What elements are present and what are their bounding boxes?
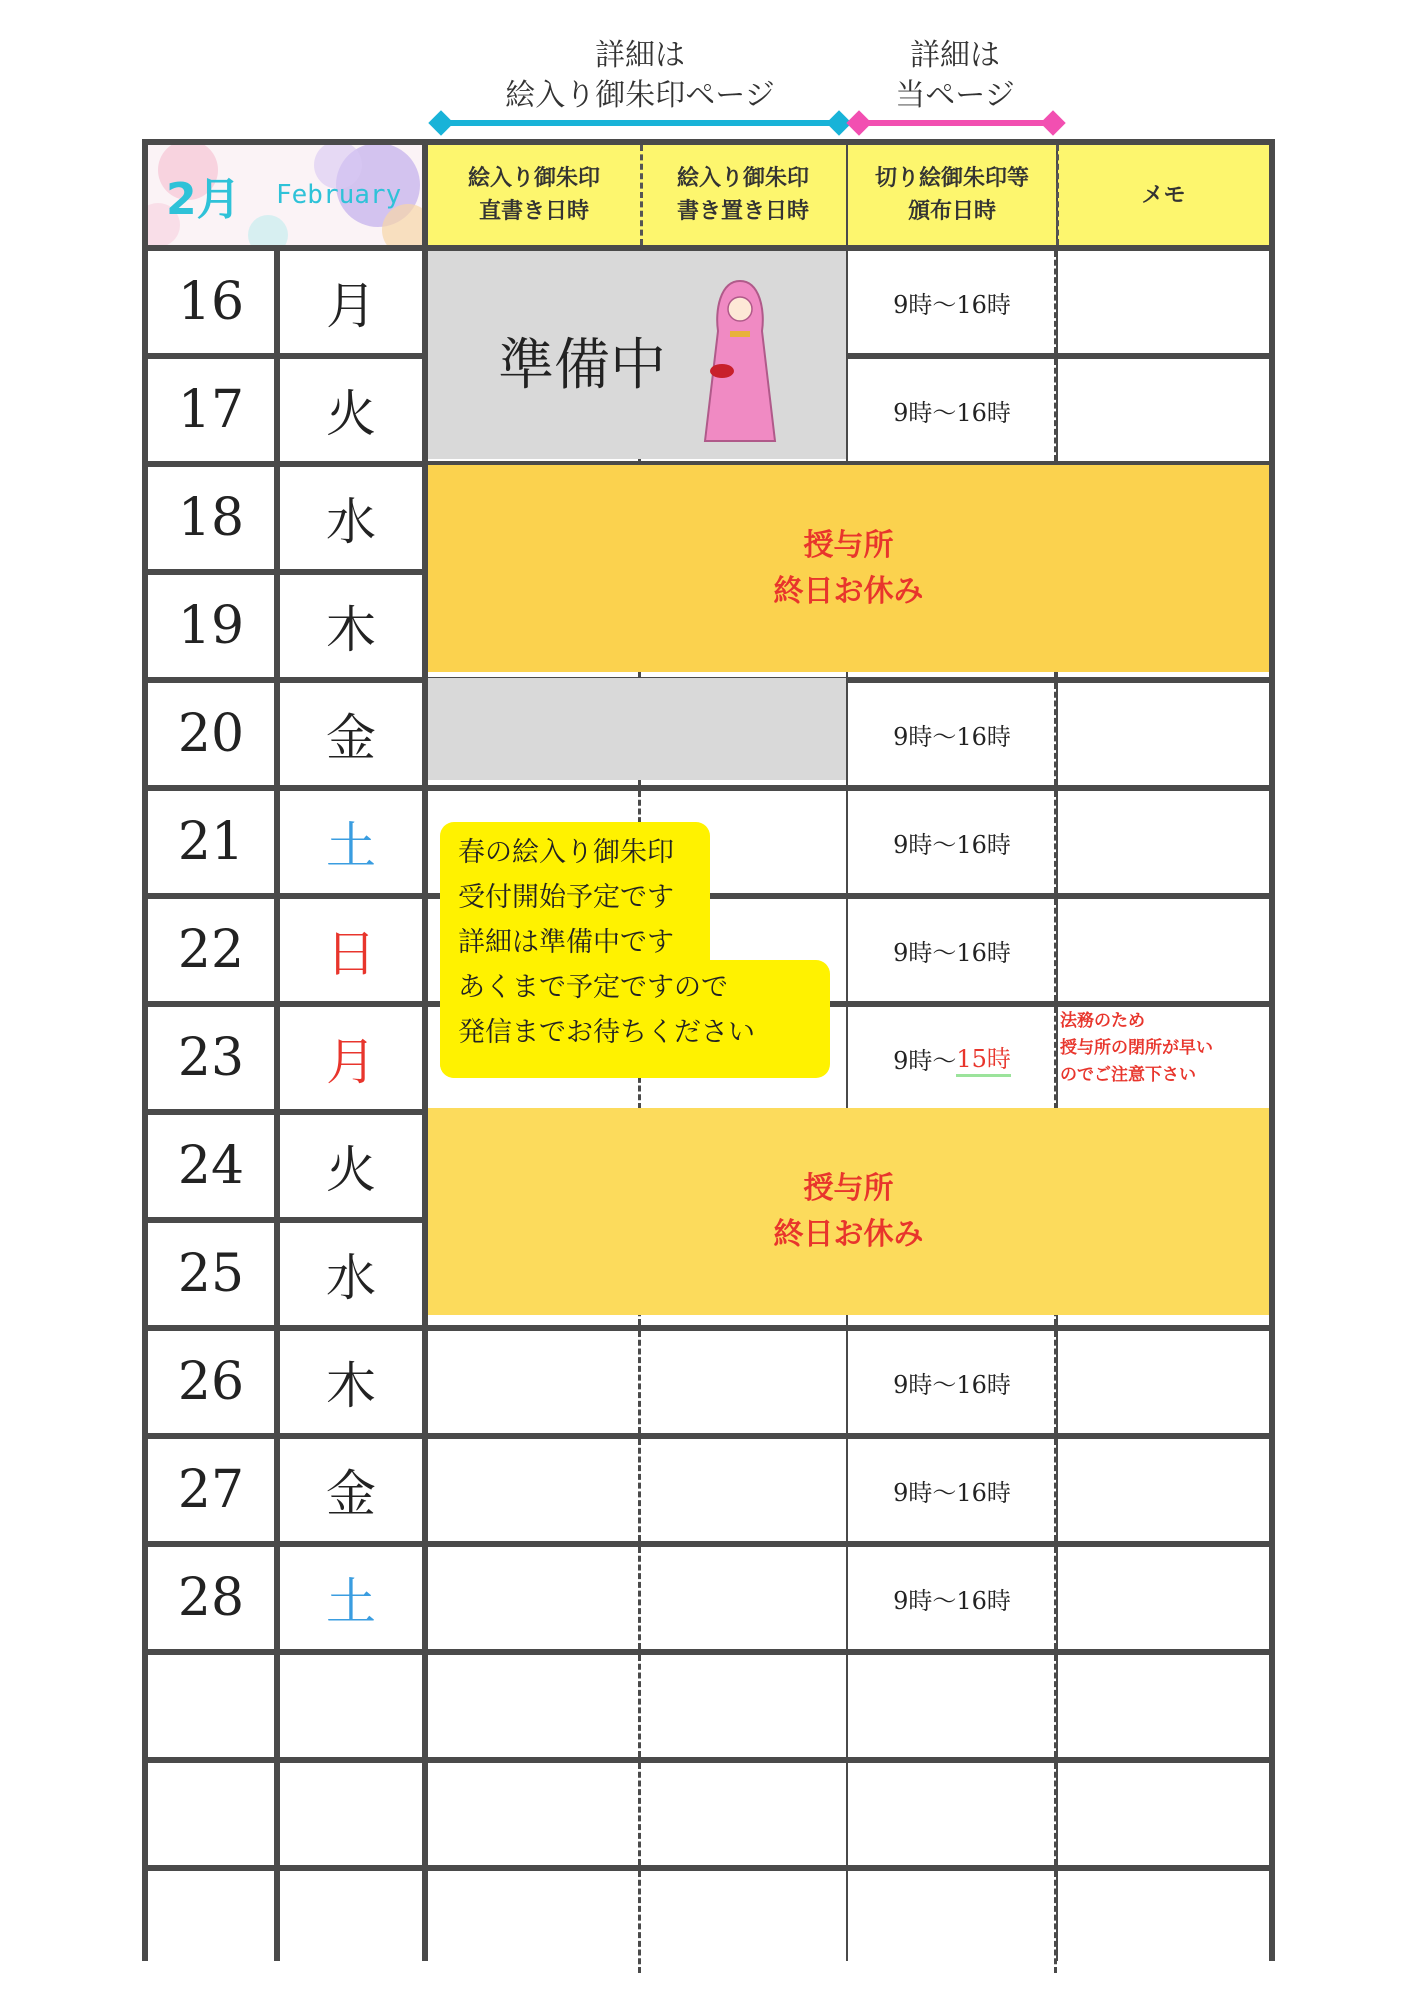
direct-write-cell — [428, 1439, 640, 1541]
weekday-cell: 火 — [280, 359, 422, 461]
direct-write-cell — [428, 1763, 640, 1865]
memo-cell — [1058, 899, 1269, 1001]
direct-write-cell — [428, 1655, 640, 1757]
dash-divider-b — [1054, 1655, 1057, 1757]
dash-divider-b — [1054, 1007, 1057, 1109]
right-top-label-line1: 詳細は — [910, 38, 1000, 73]
month-banner — [148, 145, 422, 245]
notice-text — [458, 830, 755, 1055]
day-number-cell: 18 — [148, 467, 274, 569]
dash-divider-a — [638, 1655, 641, 1757]
right-top-label — [850, 36, 1060, 116]
pink-bracket-line — [858, 120, 1054, 126]
dash-divider-b — [1054, 251, 1057, 353]
closed-line1: 授与所 — [803, 1170, 894, 1206]
closed-block-18-19 — [428, 465, 1269, 672]
distribution-time-cell: 9時〜16時 — [848, 251, 1056, 353]
weekday-cell: 木 — [280, 575, 422, 677]
notice-line: 発信までお待ちください — [458, 1017, 755, 1048]
day-number-cell: 26 — [148, 1331, 274, 1433]
pre-written-cell — [640, 1871, 846, 1973]
left-top-label-line2: 絵入り御朱印ページ — [505, 78, 775, 113]
dash-divider-a — [638, 1439, 641, 1541]
distribution-time-cell — [848, 1007, 1056, 1109]
closed-line2: 終日お休み — [773, 1216, 924, 1252]
distribution-time-cell: 9時〜16時 — [848, 791, 1056, 893]
weekday-cell — [280, 1763, 422, 1865]
memo-line: のでご注意下さい — [1060, 1065, 1196, 1085]
memo-cell — [1058, 1655, 1269, 1757]
day-number-cell — [148, 1871, 274, 1973]
day-number-cell: 19 — [148, 575, 274, 677]
cyan-bracket-line — [440, 120, 840, 126]
memo-cell — [1058, 1763, 1269, 1865]
preparing-block — [428, 251, 846, 459]
memo-cell — [1058, 1331, 1269, 1433]
weekday-cell: 金 — [280, 683, 422, 785]
day-number-cell: 22 — [148, 899, 274, 1001]
month-label: 2月 — [166, 174, 241, 225]
weekday-cell: 月 — [280, 1007, 422, 1109]
distribution-time-cell — [848, 1655, 1056, 1757]
weekday-cell: 水 — [280, 467, 422, 569]
day-number-cell: 23 — [148, 1007, 274, 1109]
weekday-cell: 月 — [280, 251, 422, 353]
weekday-cell: 日 — [280, 899, 422, 1001]
header-col4: メモ — [1058, 145, 1269, 245]
pre-written-cell — [640, 1655, 846, 1757]
pre-written-cell — [640, 1547, 846, 1649]
pre-written-cell — [640, 1439, 846, 1541]
distribution-time-cell — [848, 1871, 1056, 1973]
dash-divider-b — [1054, 1331, 1057, 1433]
dash-divider-a — [638, 1331, 641, 1433]
notice-line: あくまで予定ですので — [458, 972, 728, 1003]
dash-divider-b — [1054, 1763, 1057, 1865]
pre-written-cell — [640, 1331, 846, 1433]
memo-cell — [1058, 251, 1269, 353]
pre-written-cell — [640, 1763, 846, 1865]
distribution-time-cell: 9時〜16時 — [848, 899, 1056, 1001]
memo-cell — [1058, 1871, 1269, 1973]
preparing-block-20 — [428, 678, 846, 780]
dash-divider-a — [638, 1547, 641, 1649]
memo-cell — [1058, 683, 1269, 785]
day-number-cell — [148, 1655, 274, 1757]
day-number-cell — [148, 1763, 274, 1865]
right-top-label-line2: 当ページ — [895, 78, 1015, 113]
day-number-cell: 25 — [148, 1223, 274, 1325]
memo-line: 授与所の閉所が早い — [1060, 1038, 1213, 1058]
weekday-cell: 木 — [280, 1331, 422, 1433]
preparing-label: 準備中 — [498, 333, 666, 398]
dash-divider-b — [1054, 899, 1057, 1001]
direct-write-cell — [428, 1547, 640, 1649]
distribution-time-cell: 9時〜16時 — [848, 1547, 1056, 1649]
direct-write-cell — [428, 1871, 640, 1973]
header-col2: 絵入り御朱印 書き置き日時 — [640, 145, 846, 245]
dash-divider-b — [1054, 1439, 1057, 1541]
memo-line: 法務のため — [1060, 1011, 1145, 1031]
time-highlight: 15時 — [956, 1039, 1011, 1077]
distribution-time-cell: 9時〜16時 — [848, 1331, 1056, 1433]
memo-23 — [1060, 1008, 1213, 1089]
figure-illustration — [690, 271, 790, 451]
weekday-cell — [280, 1655, 422, 1757]
weekday-cell: 金 — [280, 1439, 422, 1541]
closed-block-24-25 — [428, 1108, 1269, 1315]
day-number-cell: 27 — [148, 1439, 274, 1541]
distribution-time-cell — [848, 1763, 1056, 1865]
time-prefix: 9時〜 — [893, 1046, 957, 1075]
notice-line: 詳細は準備中です — [458, 927, 674, 958]
dash-divider-b — [1054, 1547, 1057, 1649]
weekday-cell: 火 — [280, 1115, 422, 1217]
dash-divider-a — [638, 1871, 641, 1973]
dash-divider-b — [1054, 1871, 1057, 1973]
weekday-cell: 土 — [280, 1547, 422, 1649]
header-col1: 絵入り御朱印 直書き日時 — [428, 145, 640, 245]
closed-line2: 終日お休み — [773, 573, 924, 609]
weekday-cell: 土 — [280, 791, 422, 893]
notice-line: 受付開始予定です — [458, 882, 674, 913]
header-divider-1 — [640, 145, 643, 245]
day-number-cell: 24 — [148, 1115, 274, 1217]
memo-cell — [1058, 359, 1269, 461]
weekday-cell — [280, 1871, 422, 1973]
day-number-cell: 21 — [148, 791, 274, 893]
day-number-cell: 20 — [148, 683, 274, 785]
day-number-cell: 16 — [148, 251, 274, 353]
dash-divider-b — [1054, 791, 1057, 893]
dash-divider-a — [638, 1763, 641, 1865]
left-top-label — [430, 36, 850, 116]
memo-cell — [1058, 1547, 1269, 1649]
memo-cell — [1058, 1439, 1269, 1541]
memo-cell — [1058, 791, 1269, 893]
day-number-cell: 28 — [148, 1547, 274, 1649]
header-divider-2 — [1056, 145, 1059, 245]
left-top-label-line1: 詳細は — [595, 38, 685, 73]
notice-line: 春の絵入り御朱印 — [458, 837, 674, 868]
direct-write-cell — [428, 1331, 640, 1433]
month-english-label: February — [276, 180, 402, 210]
distribution-time-cell: 9時〜16時 — [848, 359, 1056, 461]
day-number-cell: 17 — [148, 359, 274, 461]
dash-divider-b — [1054, 359, 1057, 461]
header-col3: 切り絵御朱印等 頒布日時 — [848, 145, 1056, 245]
distribution-time-cell: 9時〜16時 — [848, 683, 1056, 785]
weekday-cell: 水 — [280, 1223, 422, 1325]
dash-divider-b — [1054, 683, 1057, 785]
distribution-time-cell: 9時〜16時 — [848, 1439, 1056, 1541]
closed-line1: 授与所 — [803, 527, 894, 563]
